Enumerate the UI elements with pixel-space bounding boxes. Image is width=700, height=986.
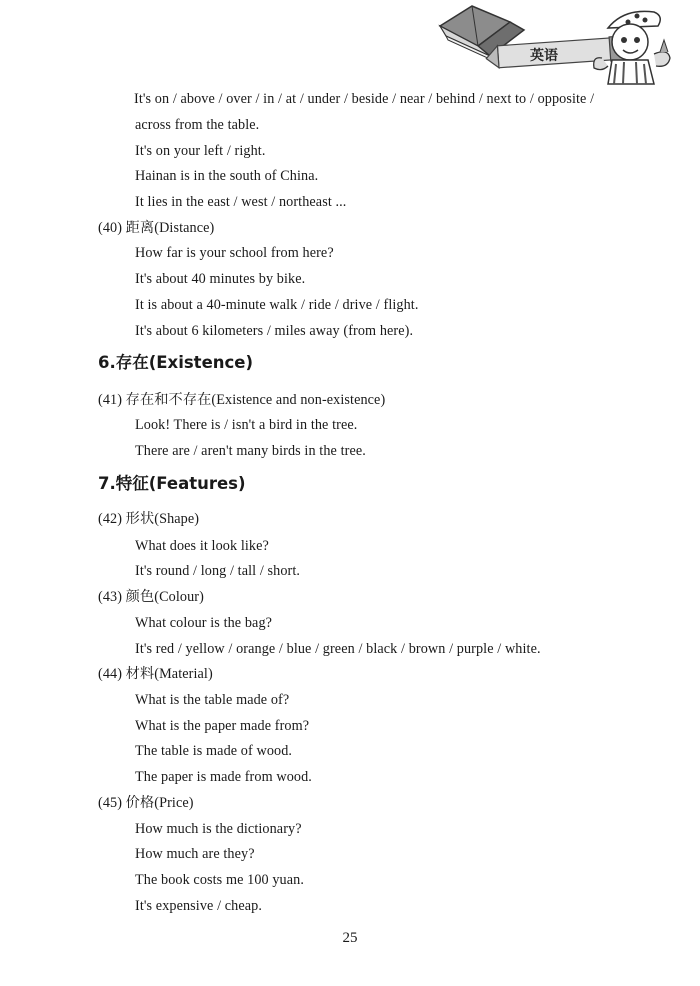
section-title-features <box>98 473 246 495</box>
text-line: It's on / above / over / in / at / under / beside / near / behind / next to / opposite / <box>134 91 595 107</box>
text-line: How far is your school from here? <box>135 245 334 261</box>
topic-heading-40: (40) 距离(Distance) <box>98 220 215 236</box>
text-line: It is about a 40-minute walk / ride / drive / flight. <box>135 297 419 313</box>
text-line: The paper is made from wood. <box>135 769 312 785</box>
text-line: What does it look like? <box>135 538 269 554</box>
text-line: It's red / yellow / orange / blue / green / black / brown / purple / white. <box>135 641 541 657</box>
text-line: What colour is the bag? <box>135 615 273 631</box>
text-line: What is the table made of? <box>135 692 290 708</box>
section-number: 7.特征 <box>98 474 149 493</box>
topic-heading-43: (43) 颜色(Colour) <box>98 589 204 605</box>
text-line: It's expensive / cheap. <box>135 898 262 914</box>
text-line: The book costs me 100 yuan. <box>135 872 304 888</box>
topic-heading-45: (45) 价格(Price) <box>98 795 194 811</box>
topic-heading-42: (42) 形状(Shape) <box>98 511 200 527</box>
page-number: 25 <box>342 930 358 946</box>
text-line: Hainan is in the south of China. <box>135 168 319 184</box>
text-line: It's round / long / tall / short. <box>135 563 301 579</box>
section-name: (Existence) <box>148 353 254 372</box>
topic-heading-44: (44) 材料(Material) <box>98 666 213 682</box>
text-line: It lies in the east / west / northeast ... <box>135 194 347 210</box>
text-line: across from the table. <box>135 117 260 133</box>
subject-tag: 英语 <box>530 48 558 64</box>
topic-heading-41: (41) 存在和不存在(Existence and non-existence) <box>98 392 386 408</box>
text-line: What is the paper made from? <box>135 718 310 734</box>
header-illustration <box>432 0 700 86</box>
text-line: How much are they? <box>135 846 255 862</box>
text-line: Look! There is / isn't a bird in the tree. <box>135 417 358 433</box>
text-line: It's about 6 kilometers / miles away (from here). <box>135 323 414 339</box>
section-name: (Features) <box>148 474 246 493</box>
section-number: 6.存在 <box>98 353 149 372</box>
text-line: It's about 40 minutes by bike. <box>135 271 306 287</box>
text-line: The table is made of wood. <box>135 743 293 759</box>
section-title-existence <box>98 352 253 374</box>
text-line: How much is the dictionary? <box>135 821 302 837</box>
text-line: There are / aren't many birds in the tree. <box>135 443 366 459</box>
text-line: It's on your left / right. <box>135 143 266 159</box>
